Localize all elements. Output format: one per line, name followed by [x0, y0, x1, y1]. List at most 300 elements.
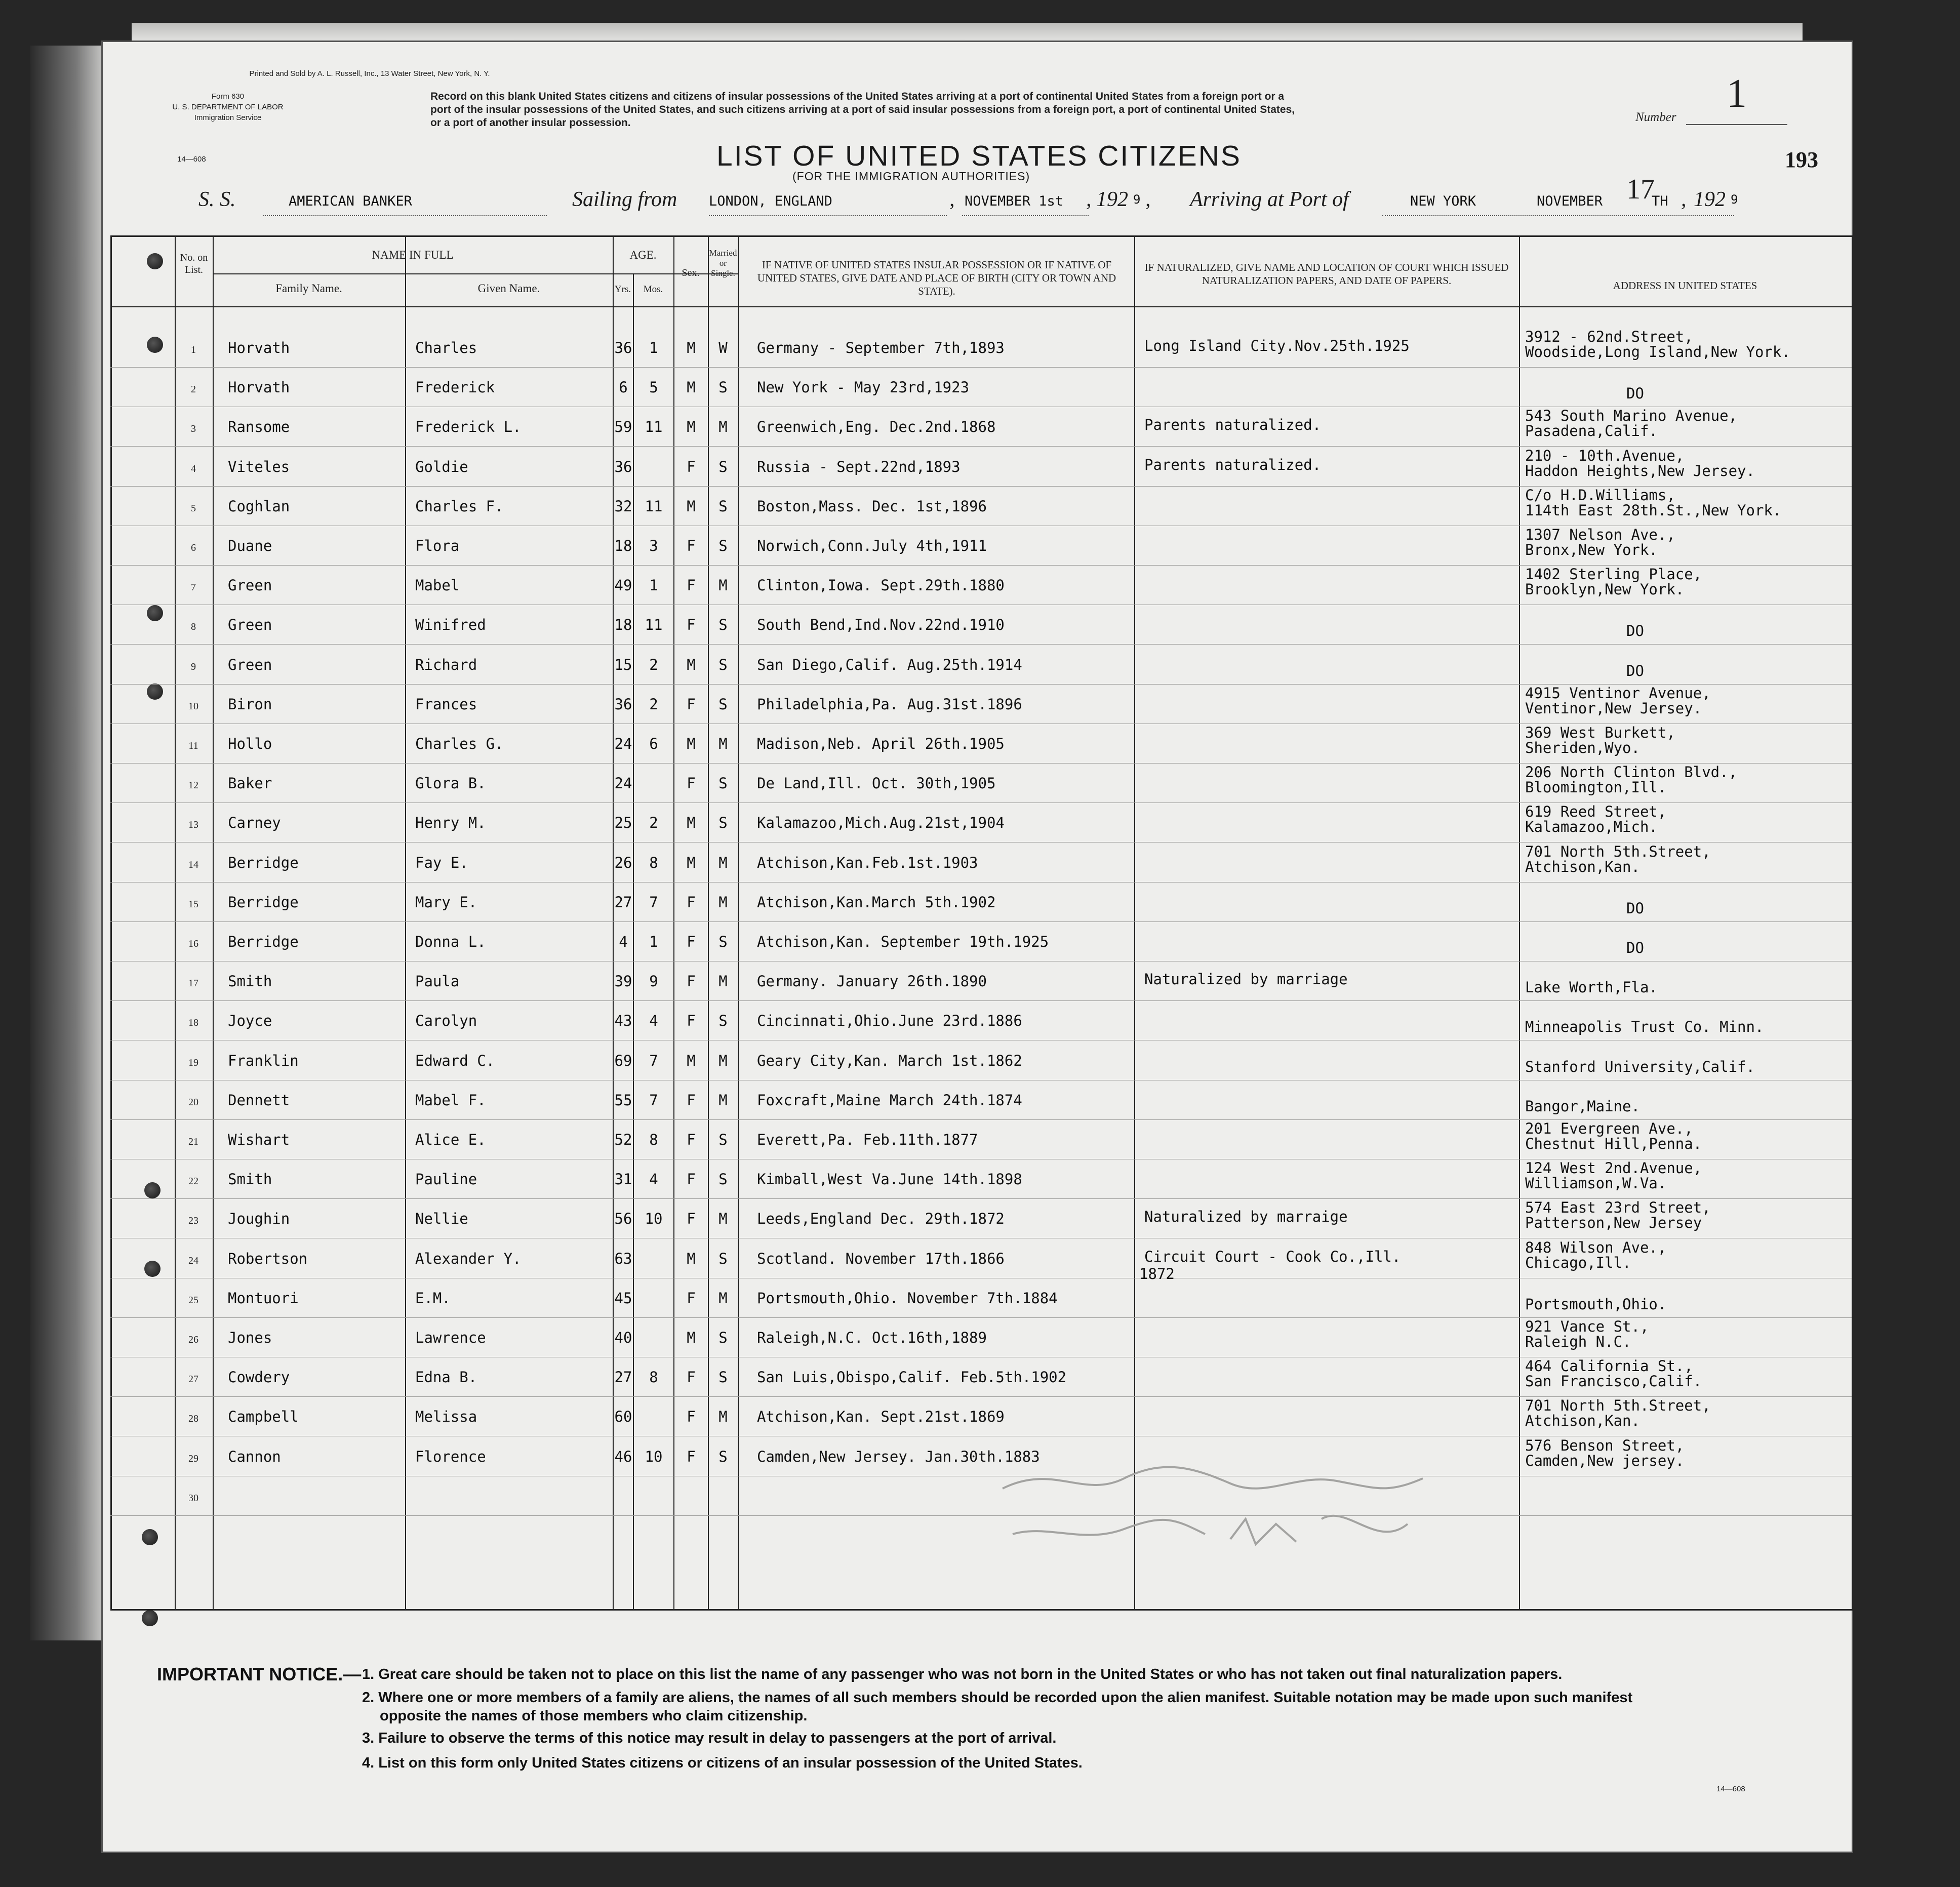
col-age: AGE. — [629, 249, 657, 261]
age-months: 2 — [649, 695, 658, 713]
birth-place-date: South Bend,Ind.Nov.22nd.1910 — [757, 616, 1005, 634]
row-number: 23 — [188, 1215, 198, 1227]
row-number: 11 — [188, 740, 198, 751]
ship-underline — [263, 215, 547, 216]
given-name: Alice E. — [415, 1131, 486, 1148]
birth-place-date: Kimball,West Va.June 14th.1898 — [757, 1171, 1022, 1188]
family-name: Horvath — [228, 379, 290, 396]
age-years: 6 — [619, 379, 628, 396]
age-months: 8 — [649, 1131, 658, 1148]
number-underline — [1686, 124, 1787, 125]
col-married-single: Married or Single. — [709, 248, 737, 278]
ship-name: AMERICAN BANKER — [289, 193, 412, 209]
departure-year: 192 — [1096, 188, 1128, 211]
row-number: 22 — [188, 1176, 198, 1187]
address-line-1: 576 Benson Street, — [1525, 1436, 1685, 1454]
row-number: 17 — [188, 978, 198, 989]
row-rule — [110, 921, 1852, 922]
col-name-in-full: NAME IN FULL — [372, 249, 454, 261]
row-number: 6 — [191, 542, 196, 553]
sex: M — [687, 418, 696, 436]
sailing-label: Sailing from — [572, 188, 677, 211]
given-name: Flora — [415, 537, 460, 554]
page-subtitle: (FOR THE IMMIGRATION AUTHORITIES) — [792, 170, 1030, 183]
birth-place-date: San Diego,Calif. Aug.25th.1914 — [757, 656, 1022, 673]
family-name: Joughin — [228, 1210, 290, 1228]
family-name: Berridge — [228, 854, 299, 871]
arrival-underline — [1382, 215, 1734, 216]
notice-label: IMPORTANT NOTICE.— — [157, 1664, 362, 1684]
ditto-mark: DO — [1626, 622, 1644, 640]
family-name: Viteles — [228, 458, 290, 475]
comma: , — [1145, 188, 1151, 211]
naturalization-year: 1872 — [1139, 1265, 1175, 1282]
address-line-2: Kalamazoo,Mich. — [1525, 818, 1658, 836]
sex: F — [687, 973, 696, 990]
marital-status: S — [718, 775, 728, 792]
row-number: 8 — [191, 621, 196, 633]
given-name: Richard — [415, 656, 477, 673]
address-line-2: San Francisco,Calif. — [1525, 1373, 1702, 1390]
address-line-1: 210 - 10th.Avenue, — [1525, 447, 1685, 464]
sex: F — [687, 1012, 696, 1030]
column-rule — [613, 235, 614, 1609]
address-line: Minneapolis Trust Co. Minn. — [1525, 1018, 1764, 1036]
address-line-1: 464 California St., — [1525, 1357, 1693, 1375]
sex: F — [687, 893, 696, 911]
address-line-2: Ventinor,New Jersey. — [1525, 699, 1702, 717]
sex: F — [687, 577, 696, 594]
marital-status: S — [718, 1329, 728, 1346]
address-line-2: Woodside,Long Island,New York. — [1525, 343, 1790, 360]
age-years: 63 — [614, 1250, 632, 1267]
marital-status: M — [718, 577, 728, 594]
address-line-1: 201 Evergreen Ave., — [1525, 1120, 1693, 1137]
row-number: 19 — [188, 1057, 198, 1068]
header-rule — [213, 273, 739, 274]
marital-status: M — [718, 1408, 728, 1426]
age-months: 8 — [649, 854, 658, 871]
address-line: Portsmouth,Ohio. — [1525, 1295, 1667, 1313]
row-number: 9 — [191, 661, 196, 672]
age-years: 25 — [614, 814, 632, 832]
age-years: 18 — [614, 537, 632, 554]
comma: , — [1086, 188, 1092, 211]
row-number: 20 — [188, 1096, 198, 1108]
form-code-bottom: 14—608 — [1716, 1785, 1745, 1793]
marital-status: S — [718, 814, 728, 832]
age-years: 49 — [614, 577, 632, 594]
sex: M — [687, 854, 696, 871]
given-name: Fay E. — [415, 854, 468, 871]
age-months: 2 — [649, 656, 658, 673]
age-years: 32 — [614, 497, 632, 515]
marital-status: S — [718, 1171, 728, 1188]
age-years: 15 — [614, 656, 632, 673]
birth-place-date: Norwich,Conn.July 4th,1911 — [757, 537, 987, 554]
sex: F — [687, 695, 696, 713]
sex: M — [687, 497, 696, 515]
age-months: 6 — [649, 735, 658, 752]
address-line-1: 921 Vance St., — [1525, 1318, 1649, 1335]
age-months: 7 — [649, 1091, 658, 1109]
arrival-year-suffix: 9 — [1731, 192, 1738, 207]
age-years: 59 — [614, 418, 632, 436]
address-line-2: Bronx,New York. — [1525, 541, 1658, 558]
age-months: 3 — [649, 537, 658, 554]
address-line-1: 574 East 23rd Street, — [1525, 1199, 1711, 1217]
binding-shadow — [30, 46, 106, 1640]
age-years: 27 — [614, 893, 632, 911]
marital-status: S — [718, 1131, 728, 1148]
age-months: 4 — [649, 1171, 658, 1188]
given-name: Frances — [415, 695, 477, 713]
sex: M — [687, 1052, 696, 1069]
sex: M — [687, 814, 696, 832]
family-name: Robertson — [228, 1250, 308, 1267]
row-number: 25 — [188, 1294, 198, 1306]
comma: , — [949, 188, 955, 211]
birth-place-date: Atchison,Kan.March 5th.1902 — [757, 893, 996, 911]
notice-item: 1. Great care should be taken not to place on this list the name of any passenger who was not born in the United States or who has not taken out final naturalization papers. — [362, 1666, 1563, 1682]
naturalization: Naturalized by marriage — [1144, 971, 1348, 988]
address-line-2: Brooklyn,New York. — [1525, 581, 1685, 598]
notice-item: 2. Where one or more members of a family are aliens, the names of all such members should be recorded upon the alien manifest. Suitable notation may be made upon such manifest — [362, 1690, 1633, 1706]
col-sex: Sex. — [682, 267, 700, 278]
arrival-month: NOVEMBER — [1537, 193, 1603, 209]
address-line-2: Bloomington,Ill. — [1525, 779, 1667, 796]
row-rule — [110, 644, 1852, 645]
ditto-mark: DO — [1626, 385, 1644, 403]
sex: F — [687, 1210, 696, 1228]
address-line-2: Williamson,W.Va. — [1525, 1175, 1667, 1192]
birth-place-date: Camden,New Jersey. Jan.30th.1883 — [757, 1448, 1040, 1465]
age-years: 56 — [614, 1210, 632, 1228]
given-name: Melissa — [415, 1408, 477, 1426]
age-months: 8 — [649, 1369, 658, 1386]
birth-place-date: Atchison,Kan. Sept.21st.1869 — [757, 1408, 1005, 1426]
marital-status: M — [718, 1052, 728, 1069]
birth-place-date: De Land,Ill. Oct. 30th,1905 — [757, 775, 996, 792]
family-name: Duane — [228, 537, 272, 554]
col-no-on-list: No. on List. — [180, 252, 208, 275]
naturalization: Parents naturalized. — [1144, 416, 1322, 434]
notice-item: 4. List on this form only United States citizens or citizens of an insular possession of the United States. — [362, 1755, 1083, 1771]
row-number: 4 — [191, 463, 196, 474]
family-name: Berridge — [228, 933, 299, 950]
departure-date: NOVEMBER 1st — [965, 193, 1064, 209]
printer-line: Printed and Sold by A. L. Russell, Inc., 13 Water Street, New York, N. Y. — [249, 69, 490, 78]
age-months: 1 — [649, 933, 658, 950]
family-name: Baker — [228, 775, 272, 792]
address-line-2: Patterson,New Jersey — [1525, 1214, 1702, 1232]
age-years: 27 — [614, 1369, 632, 1386]
sex: F — [687, 458, 696, 475]
address-line-1: C/o H.D.Williams, — [1525, 486, 1675, 504]
age-months: 10 — [645, 1448, 663, 1465]
birth-place-date: Geary City,Kan. March 1st.1862 — [757, 1052, 1022, 1069]
birth-place-date: San Luis,Obispo,Calif. Feb.5th.1902 — [757, 1369, 1067, 1386]
marital-status: M — [718, 1210, 728, 1228]
address-line-1: 124 West 2nd.Avenue, — [1525, 1159, 1702, 1177]
address-line-1: 1402 Sterling Place, — [1525, 566, 1702, 583]
form-number: Form 630 — [211, 92, 245, 101]
sex: F — [687, 1408, 696, 1426]
address-line-2: Chestnut Hill,Penna. — [1525, 1135, 1702, 1152]
birth-place-date: Everett,Pa. Feb.11th.1877 — [757, 1131, 978, 1148]
sex: F — [687, 537, 696, 554]
marital-status: S — [718, 656, 728, 673]
address-line: Stanford University,Calif. — [1525, 1058, 1755, 1075]
marital-status: S — [718, 1250, 728, 1267]
naturalization: Parents naturalized. — [1144, 456, 1322, 473]
given-name: Lawrence — [415, 1329, 486, 1346]
age-years: 60 — [614, 1408, 632, 1426]
row-number: 3 — [191, 423, 196, 435]
age-months: 10 — [645, 1210, 663, 1228]
row-rule — [110, 1515, 1852, 1516]
number-label: Number — [1635, 110, 1676, 124]
column-rule — [213, 235, 214, 1609]
birth-place-date: Foxcraft,Maine March 24th.1874 — [757, 1091, 1022, 1109]
given-name: Charles F. — [415, 497, 504, 515]
notice-item: opposite the names of those members who claim citizenship. — [380, 1708, 808, 1724]
sex: F — [687, 1448, 696, 1465]
address-line-2: Pasadena,Calif. — [1525, 422, 1658, 440]
marital-status: M — [718, 893, 728, 911]
age-years: 24 — [614, 735, 632, 752]
page-edge — [132, 23, 1803, 43]
family-name: Dennett — [228, 1091, 290, 1109]
row-number: 2 — [191, 384, 196, 395]
age-months: 4 — [649, 1012, 658, 1030]
sex: M — [687, 1250, 696, 1267]
given-name: Henry M. — [415, 814, 486, 832]
row-number: 10 — [188, 700, 198, 712]
birth-place-date: Greenwich,Eng. Dec.2nd.1868 — [757, 418, 996, 436]
birth-place-date: Raleigh,N.C. Oct.16th,1889 — [757, 1329, 987, 1346]
birth-place-date: Kalamazoo,Mich.Aug.21st,1904 — [757, 814, 1005, 832]
birth-place-date: Russia - Sept.22nd,1893 — [757, 458, 961, 475]
row-number: 21 — [188, 1136, 198, 1147]
age-years: 39 — [614, 973, 632, 990]
row-number: 15 — [188, 898, 198, 910]
sex: F — [687, 933, 696, 950]
given-name: Paula — [415, 973, 460, 990]
age-months: 9 — [649, 973, 658, 990]
given-name: Edna B. — [415, 1369, 477, 1386]
age-years: 36 — [614, 339, 632, 356]
family-name: Smith — [228, 1171, 272, 1188]
marital-status: S — [718, 497, 728, 515]
row-number: 28 — [188, 1413, 198, 1425]
age-years: 55 — [614, 1091, 632, 1109]
page-title: LIST OF UNITED STATES CITIZENS — [716, 140, 1242, 172]
instruction-line: or a port of another insular possession. — [430, 117, 631, 129]
marital-status: S — [718, 1012, 728, 1030]
row-number: 29 — [188, 1453, 198, 1464]
birth-place-date: Atchison,Kan. September 19th.1925 — [757, 933, 1049, 950]
row-rule — [110, 367, 1852, 368]
sex: M — [687, 735, 696, 752]
age-years: 45 — [614, 1289, 632, 1307]
address-line-1: 701 North 5th.Street, — [1525, 1397, 1711, 1415]
address-line: Lake Worth,Fla. — [1525, 979, 1658, 996]
column-rule — [1519, 235, 1520, 1609]
given-name: Glora B. — [415, 775, 486, 792]
given-name: Edward C. — [415, 1052, 495, 1069]
given-name: Charles G. — [415, 735, 504, 752]
col-address: ADDRESS IN UNITED STATES — [1613, 279, 1757, 292]
department: U. S. DEPARTMENT OF LABOR — [172, 103, 284, 111]
row-number: 30 — [188, 1492, 198, 1504]
col-birth: IF NATIVE OF UNITED STATES INSULAR POSSESSION OR IF NATIVE OF UNITED STATES, GIVE DATE AND PLACE OF BIRTH (CITY OR TOWN AND STATE). — [757, 259, 1116, 297]
family-name: Coghlan — [228, 497, 290, 515]
marital-status: W — [718, 339, 728, 356]
family-name: Biron — [228, 695, 272, 713]
age-years: 24 — [614, 775, 632, 792]
given-name: Donna L. — [415, 933, 486, 950]
row-number: 7 — [191, 582, 196, 593]
row-number: 26 — [188, 1334, 198, 1345]
family-name: Green — [228, 616, 272, 634]
address-line-1: 543 South Marino Avenue, — [1525, 407, 1738, 425]
naturalization: Naturalized by marraige — [1144, 1208, 1348, 1226]
family-name: Ransome — [228, 418, 290, 436]
arrival-port: NEW YORK — [1410, 193, 1476, 209]
marital-status: M — [718, 973, 728, 990]
date-underline — [962, 215, 1089, 216]
address-line-1: 206 North Clinton Blvd., — [1525, 764, 1738, 781]
birth-place-date: Cincinnati,Ohio.June 23rd.1886 — [757, 1012, 1022, 1030]
row-number: 27 — [188, 1374, 198, 1385]
marital-status: M — [718, 735, 728, 752]
age-months: 11 — [645, 418, 663, 436]
age-years: 46 — [614, 1448, 632, 1465]
given-name: Mabel F. — [415, 1091, 486, 1109]
given-name: Goldie — [415, 458, 468, 475]
arrival-th: TH — [1652, 193, 1668, 209]
sex: F — [687, 1369, 696, 1386]
sex: F — [687, 1289, 696, 1307]
column-rule — [175, 235, 176, 1609]
column-rule — [673, 235, 674, 1609]
row-number: 14 — [188, 859, 198, 870]
given-name: Pauline — [415, 1171, 477, 1188]
family-name: Hollo — [228, 735, 272, 752]
age-months: 7 — [649, 893, 658, 911]
col-yrs: Yrs. — [614, 284, 631, 295]
marital-status: S — [718, 458, 728, 475]
sex: M — [687, 1329, 696, 1346]
binder-hole — [142, 1610, 158, 1626]
given-name: Winifred — [415, 616, 486, 634]
marital-status: S — [718, 695, 728, 713]
age-years: 26 — [614, 854, 632, 871]
given-name: Alexander Y. — [415, 1250, 522, 1267]
address-line-1: 3912 - 62nd.Street, — [1525, 328, 1693, 345]
age-months: 1 — [649, 339, 658, 356]
address-line-2: Camden,New jersey. — [1525, 1452, 1685, 1469]
age-years: 31 — [614, 1171, 632, 1188]
address-line-1: 369 West Burkett, — [1525, 724, 1675, 741]
family-name: Berridge — [228, 893, 299, 911]
naturalization: Long Island City.Nov.25th.1925 — [1144, 337, 1410, 354]
column-rule — [1134, 235, 1135, 1609]
given-name: E.M. — [415, 1289, 451, 1307]
address-line-1: 701 North 5th.Street, — [1525, 842, 1711, 860]
ss-label: S. S. — [198, 188, 236, 211]
sex: F — [687, 775, 696, 792]
departure-port: LONDON, ENGLAND — [709, 193, 832, 209]
address-line-1: 848 Wilson Ave., — [1525, 1238, 1667, 1256]
row-number: 18 — [188, 1017, 198, 1029]
age-months: 11 — [645, 616, 663, 634]
column-rule — [738, 235, 739, 1609]
address-line-2: Haddon Heights,New Jersey. — [1525, 462, 1755, 479]
marital-status: S — [718, 933, 728, 950]
column-rule — [405, 235, 406, 1609]
inspector-signature — [992, 1458, 1458, 1570]
birth-place-date: New York - May 23rd,1923 — [757, 379, 970, 396]
age-years: 36 — [614, 458, 632, 475]
arrival-year: 192 — [1694, 188, 1726, 211]
address-line-2: Atchison,Kan. — [1525, 858, 1640, 875]
address-line: Bangor,Maine. — [1525, 1097, 1640, 1115]
age-months: 2 — [649, 814, 658, 832]
address-line-2: 114th East 28th.St.,New York. — [1525, 501, 1782, 519]
service: Immigration Service — [194, 113, 262, 122]
address-line-2: Atchison,Kan. — [1525, 1412, 1640, 1430]
given-name: Mabel — [415, 577, 460, 594]
given-name: Mary E. — [415, 893, 477, 911]
marital-status: M — [718, 854, 728, 871]
marital-status: M — [718, 1289, 728, 1307]
age-months: 11 — [645, 497, 663, 515]
birth-place-date: Leeds,England Dec. 29th.1872 — [757, 1210, 1005, 1228]
age-years: 52 — [614, 1131, 632, 1148]
form-code-top: 14—608 — [177, 155, 206, 164]
ditto-mark: DO — [1626, 939, 1644, 956]
birth-place-date: Boston,Mass. Dec. 1st,1896 — [757, 497, 987, 515]
col-mos: Mos. — [643, 284, 663, 295]
port-underline — [709, 215, 947, 216]
header-rule — [110, 306, 1852, 307]
row-number: 1 — [191, 344, 196, 355]
birth-place-date: Philadelphia,Pa. Aug.31st.1896 — [757, 695, 1022, 713]
address-line-1: 4915 Ventinor Avenue, — [1525, 684, 1711, 702]
age-years: 18 — [614, 616, 632, 634]
birth-place-date: Madison,Neb. April 26th.1905 — [757, 735, 1005, 752]
birth-place-date: Clinton,Iowa. Sept.29th.1880 — [757, 577, 1005, 594]
sex: M — [687, 339, 696, 356]
given-name: Frederick — [415, 379, 495, 396]
family-name: Campbell — [228, 1408, 299, 1426]
given-name: Florence — [415, 1448, 486, 1465]
notice-item: 3. Failure to observe the terms of this notice may result in delay to passengers at the port of arrival. — [362, 1730, 1057, 1746]
family-name: Franklin — [228, 1052, 299, 1069]
arriving-label: Arriving at Port of — [1190, 188, 1349, 211]
given-name: Nellie — [415, 1210, 468, 1228]
address-line-2: Sheriden,Wyo. — [1525, 739, 1640, 756]
column-rule — [708, 235, 709, 1609]
birth-place-date: Portsmouth,Ohio. November 7th.1884 — [757, 1289, 1058, 1307]
marital-status: S — [718, 537, 728, 554]
departure-year-suffix: 9 — [1133, 192, 1141, 207]
birth-place-date: Germany. January 26th.1890 — [757, 973, 987, 990]
col-naturalized: IF NATURALIZED, GIVE NAME AND LOCATION OF COURT WHICH ISSUED NATURALIZATION PAPERS, AND DATE OF PAPERS. — [1144, 261, 1509, 287]
instruction-line: Record on this blank United States citizens and citizens of insular possessions of the United States arriving at a port of continental United States from a foreign port or a — [430, 91, 1285, 102]
